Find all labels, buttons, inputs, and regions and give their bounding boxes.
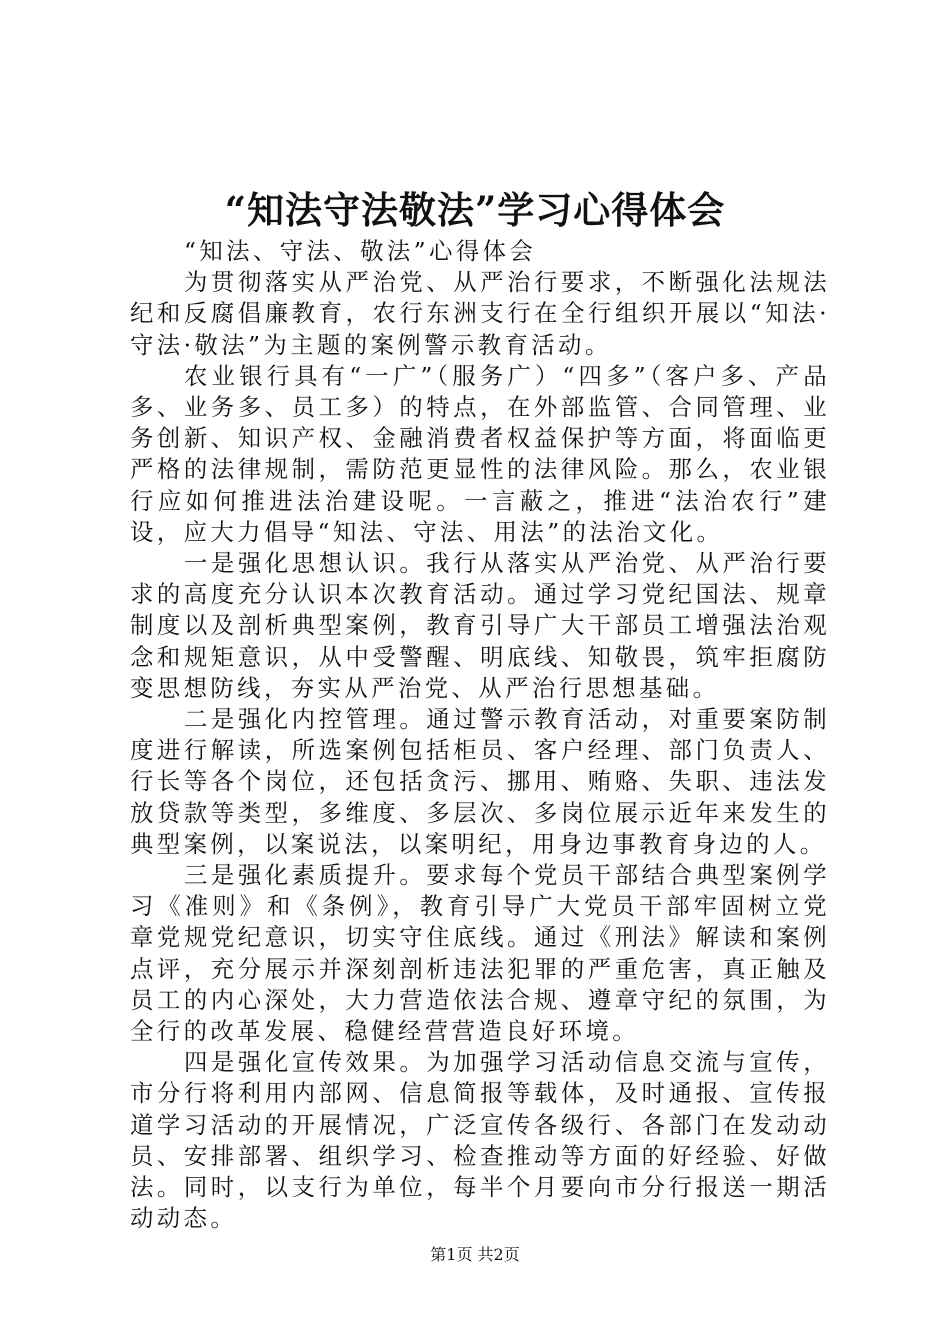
- subtitle-paragraph: “知法、守法、敬法”心得体会: [184, 237, 537, 265]
- point-two-paragraph: 二是强化内控管理。通过警示教育活动，对重要案防制度进行解读，所选案例包括柜员、客户经理、部门负责人、行长等各个岗位，还包括贪污、挪用、贿赂、失职、违法发放贷款等类型，多维度、多层次、多岗位展示近年来发生的典型案例，以案说法，以案明纪，用身边事教育身边的人。: [130, 705, 830, 858]
- background-paragraph: 农业银行具有“一广”（服务广）“四多”（客户多、产品多、业务多、员工多）的特点，在外部监管、合同管理、业务创新、知识产权、金融消费者权益保护等方面，将面临更严格的法律规制，需防范更显性的法律风险。那么，农业银行应如何推进法治建设呢。一言蔽之，推进“法治农行”建设，应大力倡导“知法、守法、用法”的法治文化。: [130, 361, 830, 546]
- point-one-paragraph: 一是强化思想认识。我行从落实从严治党、从严治行要求的高度充分认识本次教育活动。通过学习党纪国法、规章制度以及剖析典型案例，教育引导广大干部员工增强法治观念和规矩意识，从中受警醒、明底线、知敬畏，筑牢拒腐防变思想防线，夯实从严治党、从严治行思想基础。: [130, 549, 830, 702]
- point-four-paragraph: 四是强化宣传效果。为加强学习活动信息交流与宣传，市分行将利用内部网、信息简报等载体，及时通报、宣传报道学习活动的开展情况，广泛宣传各级行、各部门在发动动员、安排部署、组织学习、检查推动等方面的好经验、好做法。同时，以支行为单位，每半个月要向市分行报送一期活动动态。: [130, 1048, 830, 1233]
- page-footer: 第1页 共2页: [430, 1245, 520, 1264]
- intro-paragraph: 为贯彻落实从严治党、从严治行要求，不断强化法规法纪和反腐倡廉教育，农行东洲支行在全行组织开展以“知法·守法·敬法”为主题的案例警示教育活动。: [130, 268, 830, 359]
- document-body: [130, 236, 830, 1235]
- document-title: “知法守法敬法”学习心得体会: [224, 188, 726, 232]
- point-three-paragraph: 三是强化素质提升。要求每个党员干部结合典型案例学习《准则》和《条例》，教育引导广大党员干部牢固树立党章党规党纪意识，切实守住底线。通过《刑法》解读和案例点评，充分展示并深刻剖析违法犯罪的严重危害，真正触及员工的内心深处，大力营造依法合规、遵章守纪的氛围，为全行的改革发展、稳健经营营造良好环境。: [130, 861, 830, 1046]
